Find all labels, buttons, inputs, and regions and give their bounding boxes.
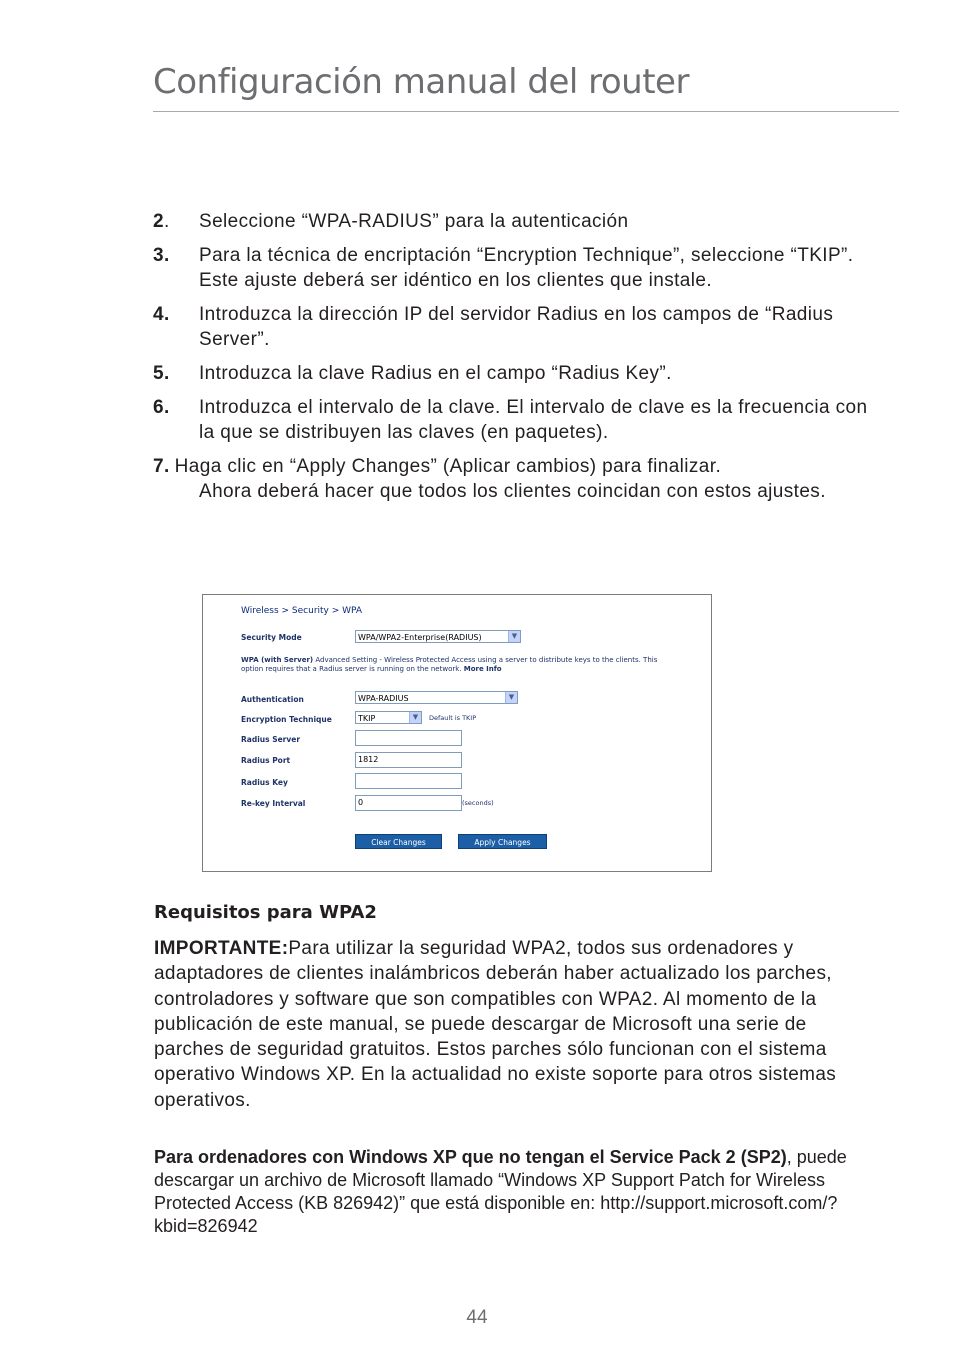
rekey-interval-label: Re-key Interval <box>241 799 306 808</box>
clear-changes-button[interactable]: Clear Changes <box>355 834 442 849</box>
rekey-interval-input[interactable]: 0 <box>355 795 462 811</box>
encryption-default-hint: Default is TKIP <box>429 714 477 722</box>
mode-description-text: Advanced Setting - Wireless Protected Access using a server to distribute keys to the clients. This option requires that a Radius server is running on the network. <box>241 656 658 673</box>
page-title: Configuración manual del router <box>153 62 689 102</box>
authentication-value: WPA-RADIUS <box>358 694 409 703</box>
step-text-continued: Server”. <box>199 329 270 350</box>
step-text: Introduzca la dirección IP del servidor Radius en los campos de “Radius <box>199 304 834 325</box>
chevron-down-icon: ▼ <box>508 631 520 642</box>
radius-port-input[interactable]: 1812 <box>355 752 462 768</box>
radius-key-input[interactable] <box>355 773 462 789</box>
chevron-down-icon: ▼ <box>505 692 517 703</box>
more-info-link[interactable]: More Info <box>463 665 502 673</box>
security-mode-select[interactable] <box>355 630 521 643</box>
important-paragraph <box>154 936 864 1113</box>
mode-description <box>241 656 681 674</box>
xp-note-text: , puede descargar un archivo de Microsoft llamado “Windows XP Support Patch for Wireless Protected Access (KB 826942)” que está disponible en: http://support.microsoft.com/?kbid=826942 <box>154 1147 847 1236</box>
breadcrumb: Wireless > Security > WPA <box>241 606 363 616</box>
encryption-technique-select[interactable] <box>355 711 422 724</box>
xp-note-lead: Para ordenadores con Windows XP que no tengan el Service Pack 2 (SP2) <box>154 1147 787 1167</box>
radius-server-input[interactable] <box>355 730 462 746</box>
step-text: Haga clic en “Apply Changes” (Aplicar cambios) para finalizar. <box>174 456 722 477</box>
title-divider <box>153 111 899 112</box>
step-text: Seleccione “WPA-RADIUS” para la autenticación <box>199 211 629 232</box>
step-text-continued: Ahora deberá hacer que todos los clientes coincidan con estos ajustes. <box>199 481 826 502</box>
step-text: Introduzca el intervalo de la clave. El intervalo de clave es la frecuencia con la que se distribuyen las claves (en paquetes). <box>199 397 868 443</box>
step-item <box>153 361 873 386</box>
step-number: 4. <box>153 304 170 325</box>
security-mode-label: Security Mode <box>241 633 302 642</box>
step-list <box>153 209 873 513</box>
rekey-unit: (seconds) <box>462 799 494 807</box>
authentication-select[interactable] <box>355 691 518 704</box>
authentication-label: Authentication <box>241 695 304 704</box>
step-number: 2. <box>153 211 170 232</box>
radius-port-label: Radius Port <box>241 756 291 765</box>
step-item <box>153 454 873 504</box>
step-item <box>153 302 873 352</box>
encryption-technique-value: TKIP <box>358 714 376 723</box>
apply-changes-button[interactable]: Apply Changes <box>458 834 547 849</box>
step-item <box>153 209 873 234</box>
step-item <box>153 395 873 445</box>
step-number: 3. <box>153 245 170 266</box>
router-settings-screenshot <box>202 594 712 872</box>
step-item <box>153 243 873 293</box>
step-number: 5. <box>153 363 170 384</box>
step-text: Para la técnica de encriptación “Encryption Technique”, seleccione “TKIP”. Este ajuste deberá ser idéntico en los clientes que instale. <box>199 245 854 291</box>
step-number: 6. <box>153 397 170 418</box>
page-number: 44 <box>466 1307 488 1328</box>
security-mode-value: WPA/WPA2-Enterprise(RADIUS) <box>358 633 482 642</box>
important-lead: IMPORTANTE: <box>154 938 289 959</box>
section-heading: Requisitos para WPA2 <box>154 902 377 923</box>
radius-server-label: Radius Server <box>241 735 301 744</box>
encryption-technique-label: Encryption Technique <box>241 715 332 724</box>
step-number: 7. <box>153 456 170 477</box>
radius-key-label: Radius Key <box>241 778 288 787</box>
step-text: Introduzca la clave Radius en el campo “Radius Key”. <box>199 363 672 384</box>
windows-xp-note <box>154 1146 854 1238</box>
chevron-down-icon: ▼ <box>409 712 421 723</box>
mode-name: WPA (with Server) <box>241 656 314 664</box>
important-text: Para utilizar la seguridad WPA2, todos sus ordenadores y adaptadores de clientes inalámbricos deberán haber actualizado los parches, controladores y software que son compatibles con WPA2. Al momento de la publicación de este manual, se puede descargar de Microsoft una serie de parches de seguridad gratuitos. Estos parches sólo funcionan con el sistema operativo Windows XP. En la actualidad no existe soporte para otros sistemas operativos. <box>154 938 837 1111</box>
